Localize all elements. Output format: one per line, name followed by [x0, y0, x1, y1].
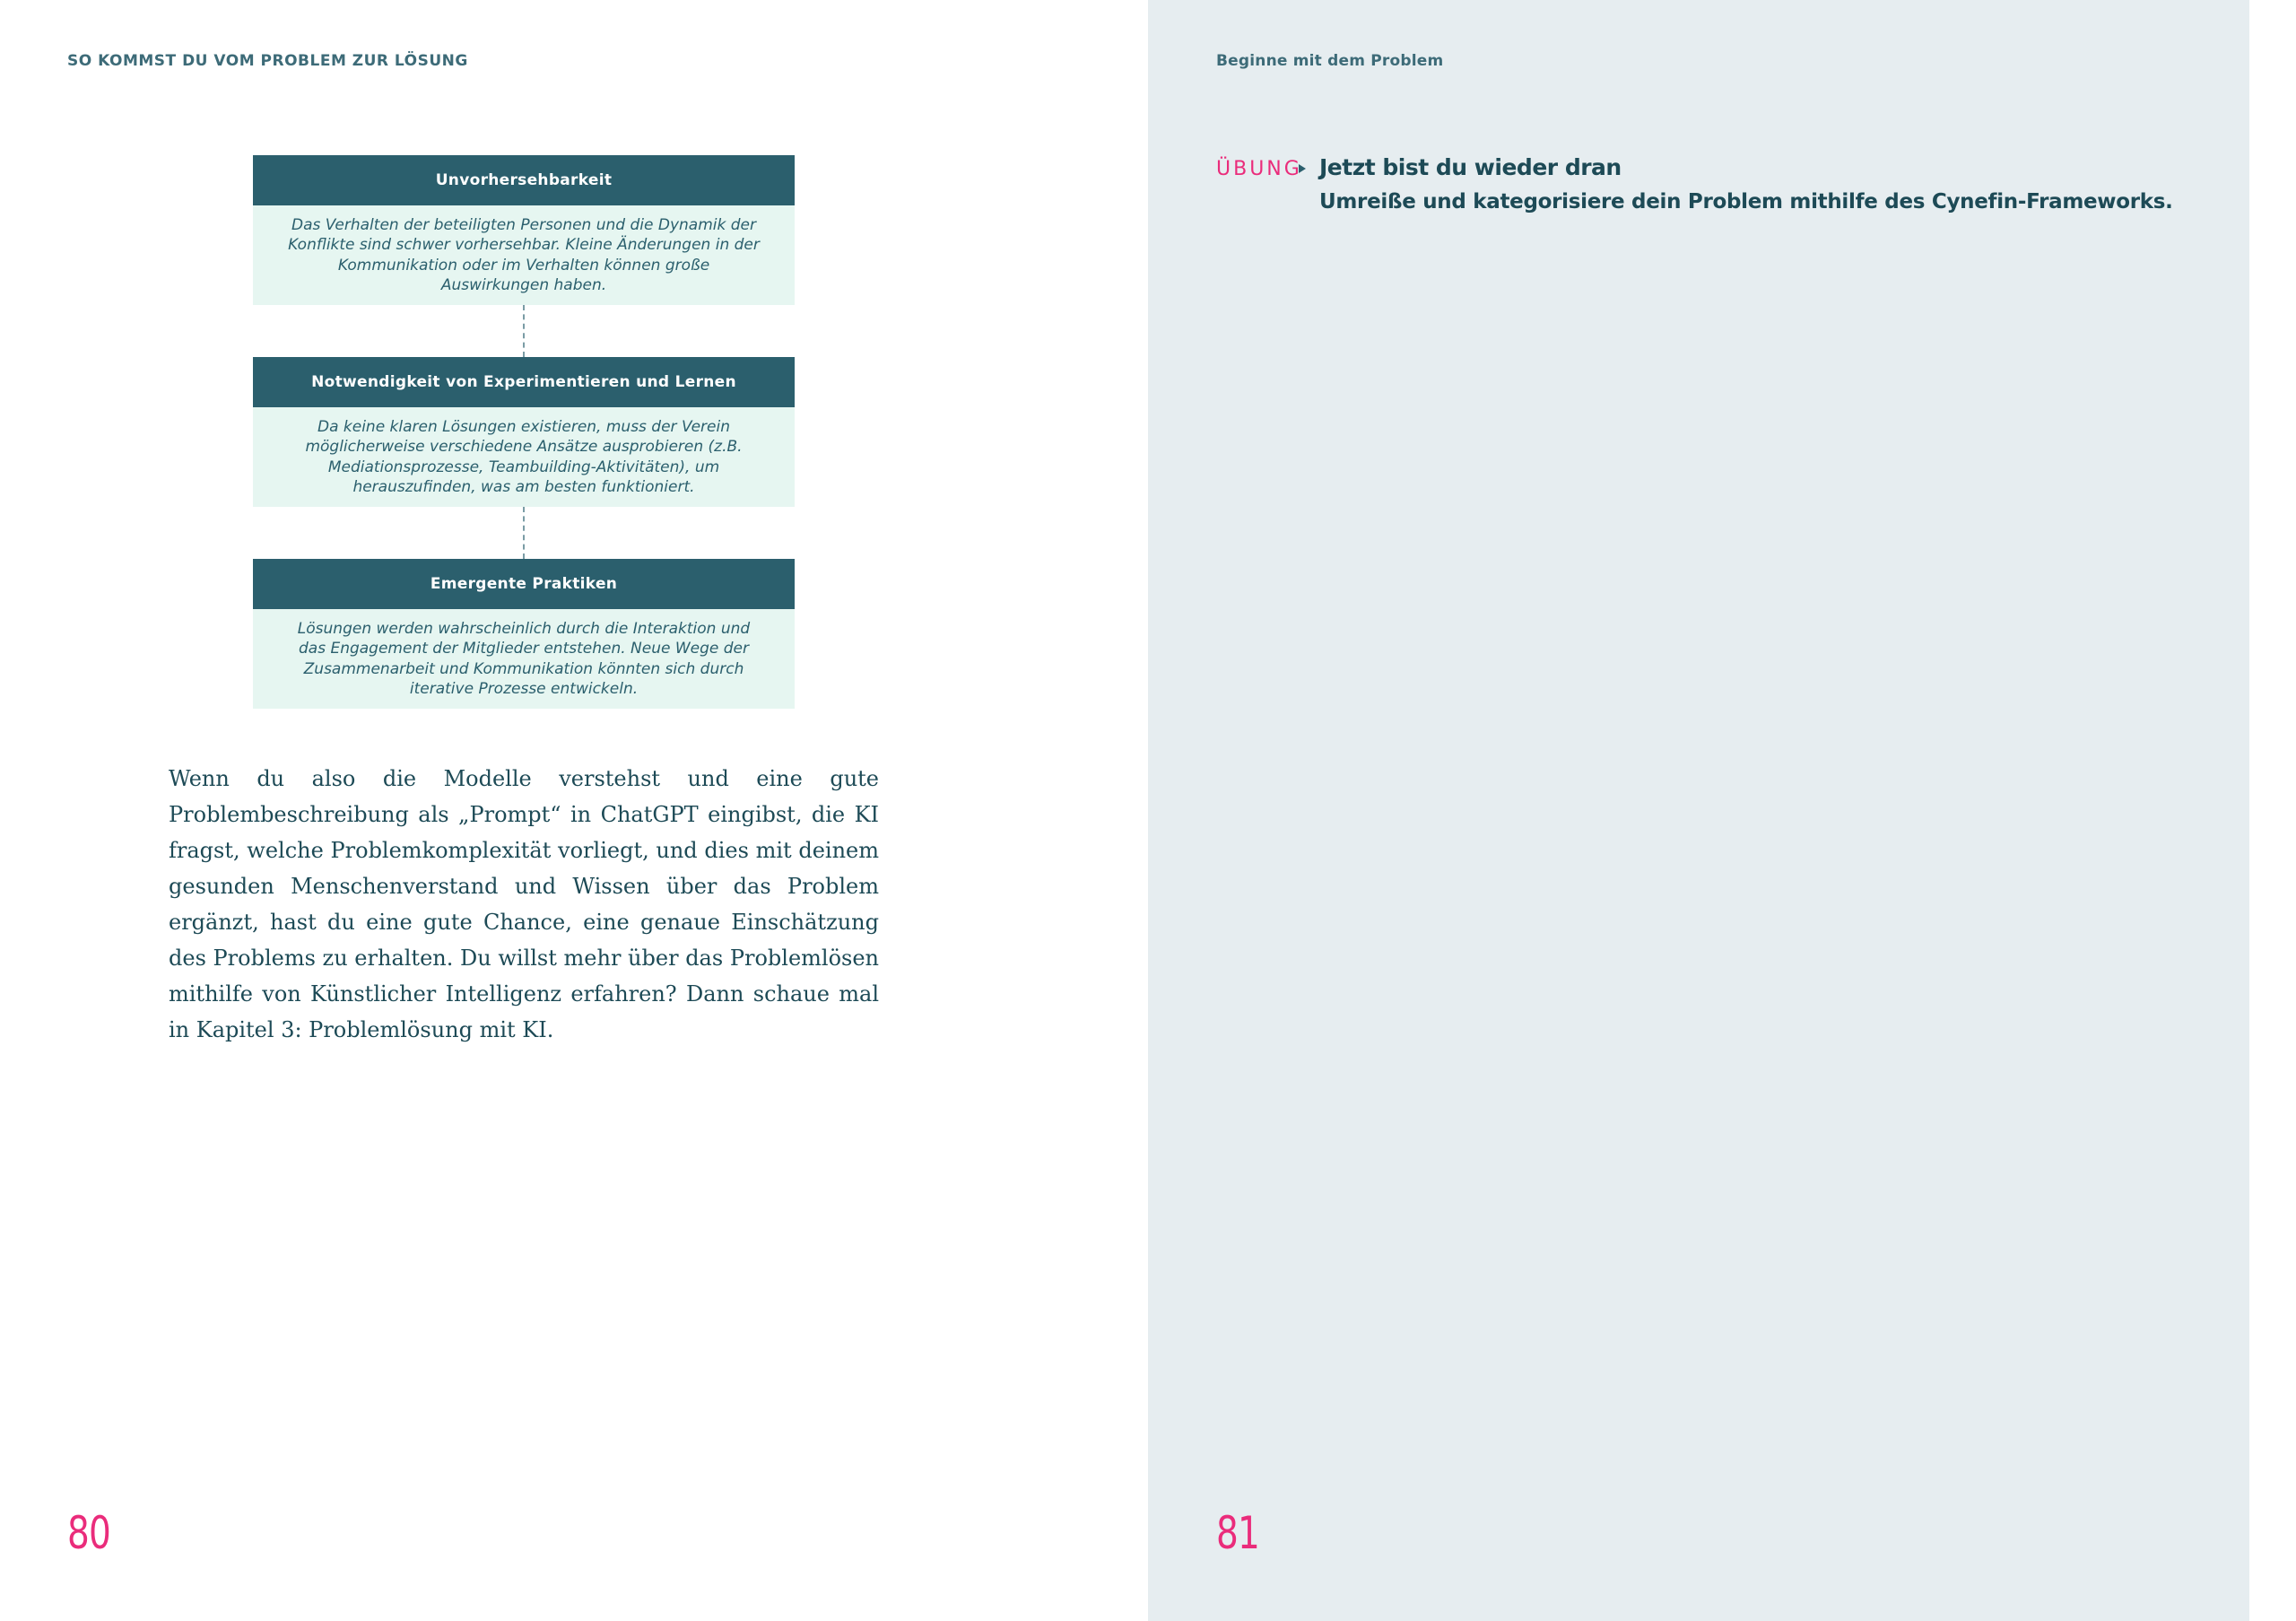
- diagram-box-emergent-practices: [253, 559, 795, 709]
- page-number: 81: [1216, 1507, 1260, 1559]
- body-paragraph: Wenn du also die Modelle verstehst und eine gute Problembeschreibung als „Prompt“ in ChatGPT eingibst, die KI fragst, welche Problemkomplexität vorliegt, und dies mit deinem gesunden Menschenverstand und Wissen über das Problem ergänzt, hast du eine gute Chance, eine genaue Einschätzung des Problems zu erhalten. Du willst mehr über das Problemlösen mithilfe von Künstlicher Intelligenz erfahren? Dann schaue mal in Kapitel 3: Problemlösung mit KI.: [169, 766, 879, 1042]
- dashed-connector: [523, 305, 525, 357]
- running-head: SO KOMMST DU VOM PROBLEM ZUR LÖSUNG: [67, 52, 468, 70]
- diagram-box-text: Das Verhalten der beteiligten Personen und die Dynamik der Konflikte sind schwer vorhersehbar. Kleine Änderungen in der Kommunikation oder im Verhalten können große Auswirkungen haben.: [253, 205, 795, 305]
- diagram-box-title: Unvorhersehbarkeit: [253, 155, 795, 205]
- cynefin-diagram: [253, 155, 795, 709]
- triangle-right-icon: [1299, 164, 1306, 173]
- page-number: 80: [67, 1507, 111, 1559]
- diagram-box-title: Emergente Praktiken: [253, 559, 795, 609]
- exercise-label: ÜBUNG: [1216, 158, 1302, 180]
- dashed-connector: [523, 507, 525, 559]
- running-head: Beginne mit dem Problem: [1216, 52, 1444, 70]
- right-page: [1148, 0, 2249, 1621]
- diagram-box-text: Lösungen werden wahrscheinlich durch die Interaktion und das Engagement der Mitglieder entstehen. Neue Wege der Zusammenarbeit und Kommunikation könnten sich durch iterative Prozesse entwickeln.: [253, 609, 795, 709]
- diagram-box-unpredictability: [253, 155, 795, 305]
- diagram-box-title: Notwendigkeit von Experimentieren und Lernen: [253, 357, 795, 407]
- diagram-box-text: Da keine klaren Lösungen existieren, muss der Verein möglicherweise verschiedene Ansätze ausprobieren (z.B. Mediationsprozesse, Teambuilding-Aktivitäten), um herauszufinden, was am besten funktioniert.: [253, 407, 795, 507]
- exercise-title: Jetzt bist du wieder dran: [1319, 154, 1622, 180]
- exercise-instruction: Umreiße und kategorisiere dein Problem mithilfe des Cynefin-Frameworks.: [1319, 190, 2173, 214]
- page-edge: [2249, 0, 2296, 1621]
- diagram-box-experimenting: [253, 357, 795, 507]
